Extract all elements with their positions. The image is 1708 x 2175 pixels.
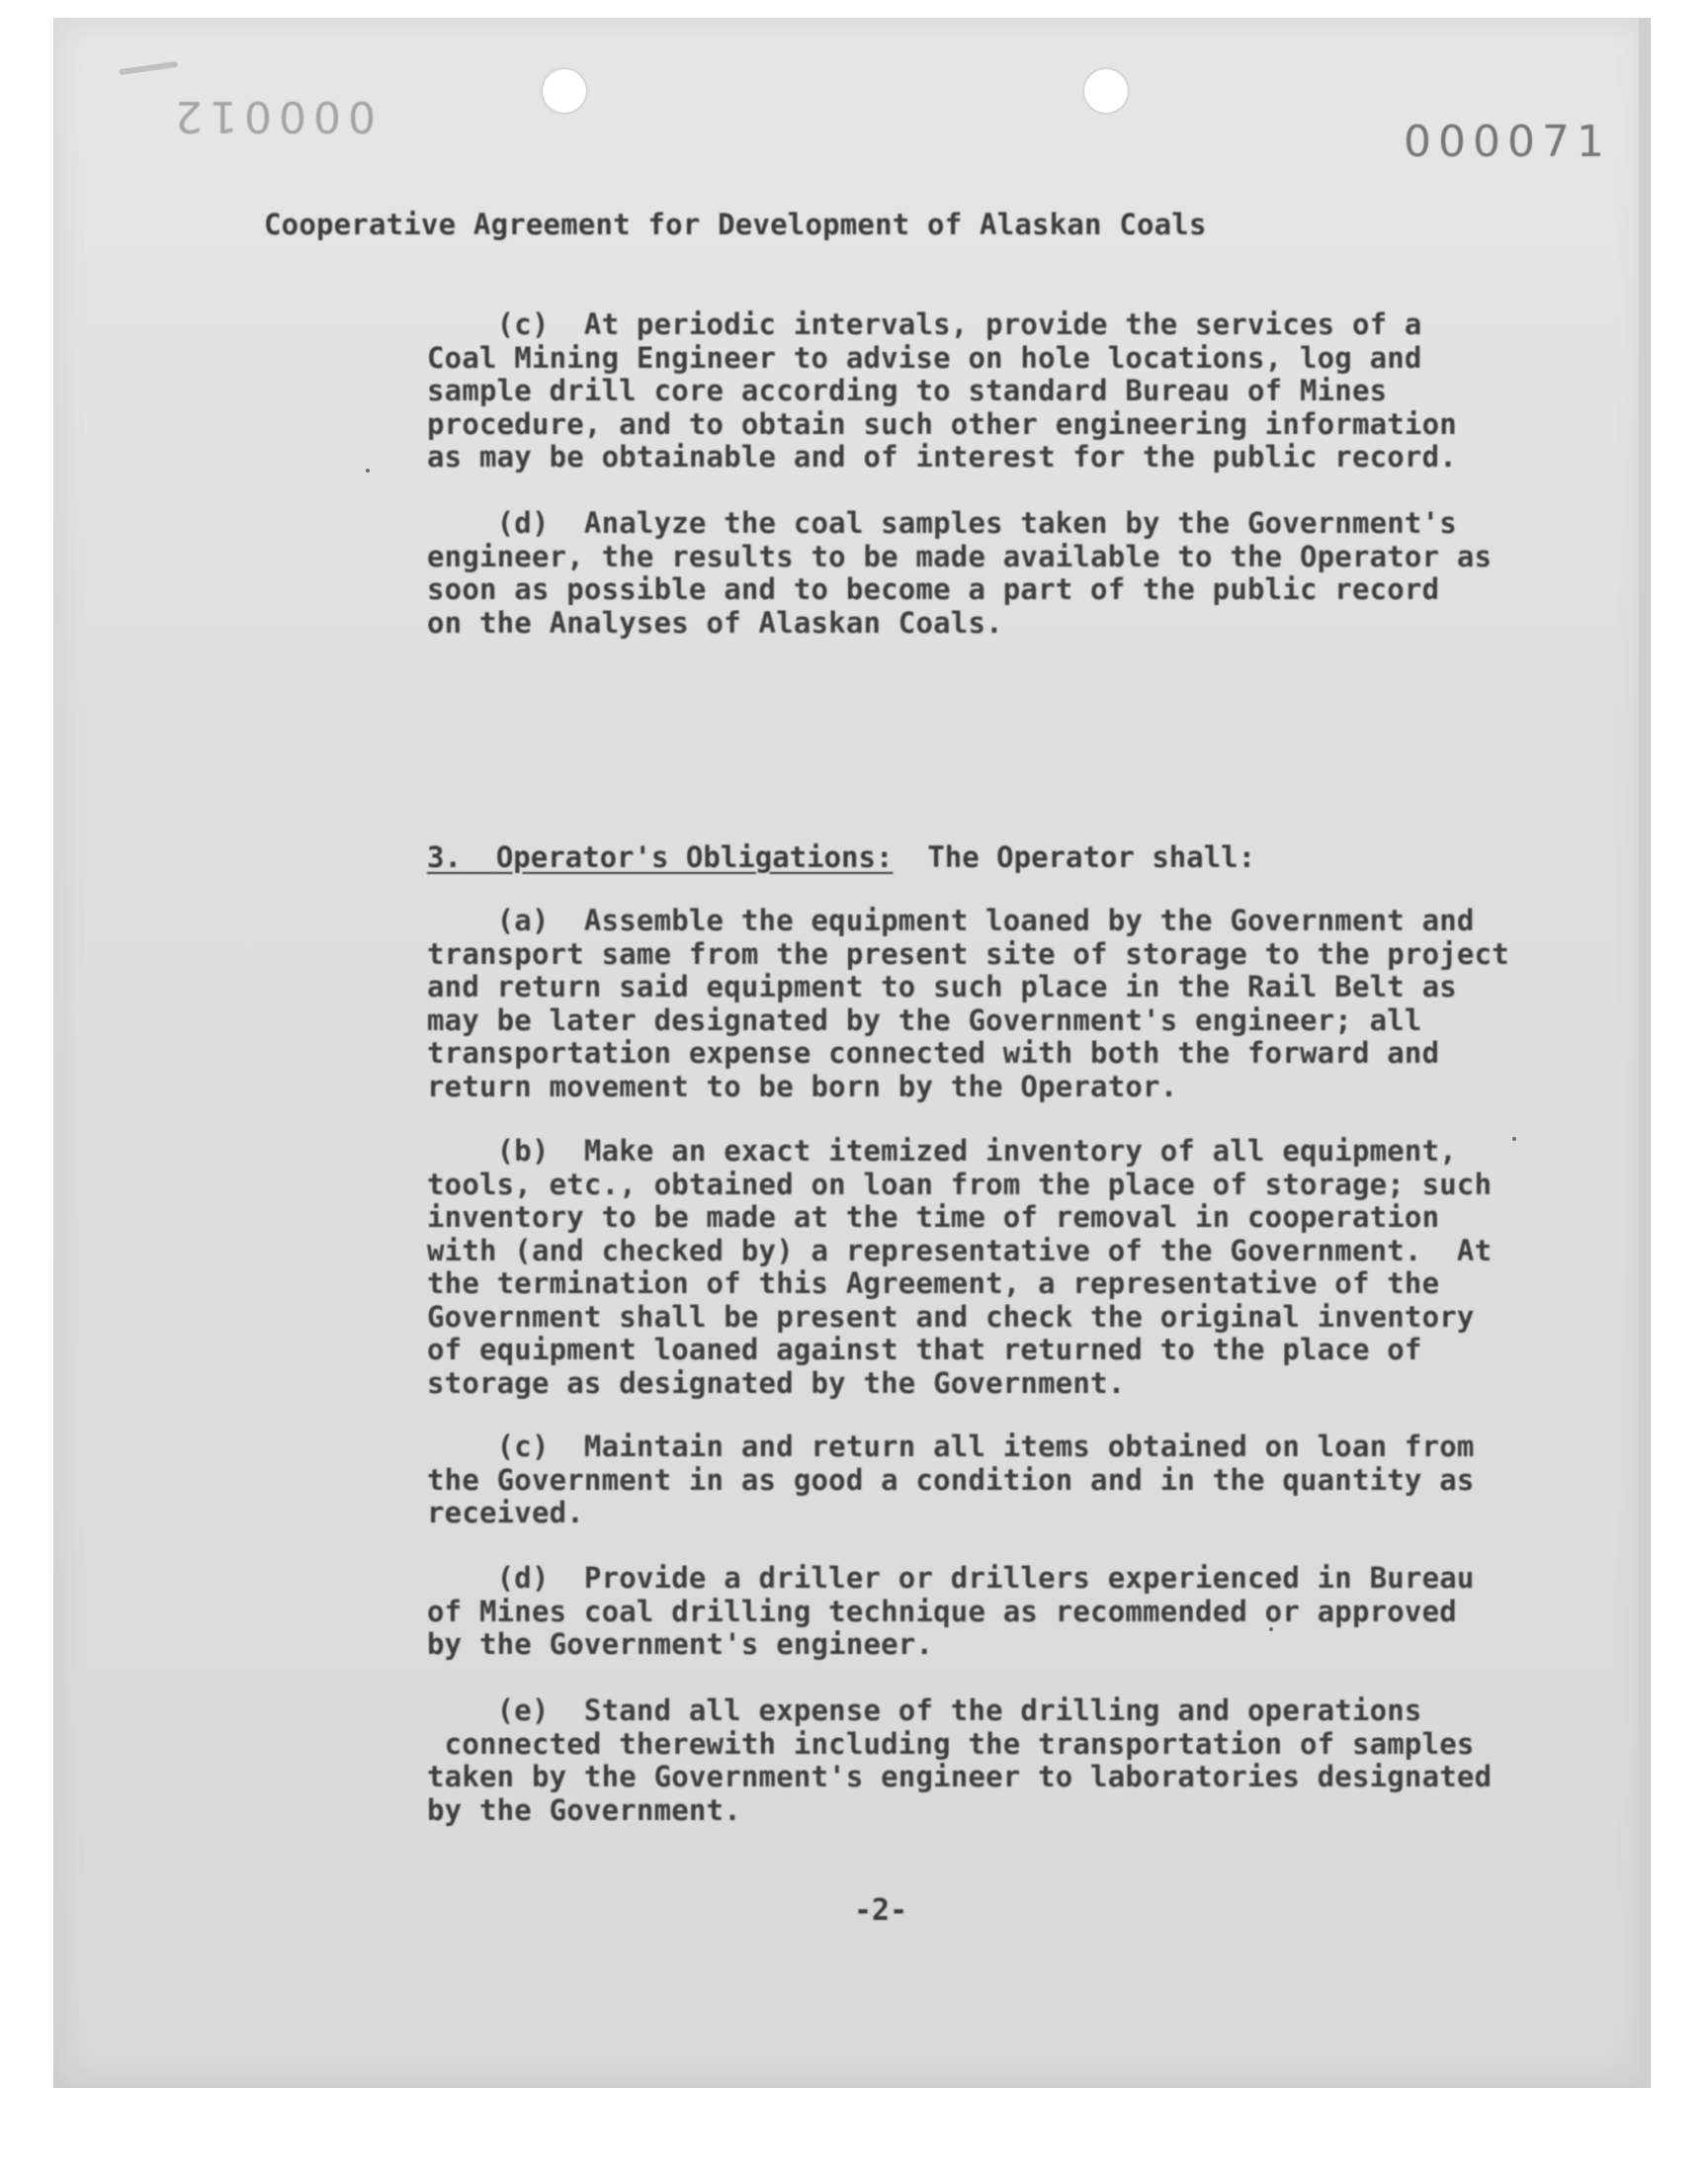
operator-paragraph-b (427, 1134, 1493, 1400)
section-title: Operator's Obligations: (495, 840, 894, 874)
line: (a) Assemble the equipment loaned by the Government and (427, 904, 1475, 937)
line: and return said equipment to such place in the Rail Belt as (427, 970, 1457, 1003)
line: Government shall be present and check the original inventory (427, 1299, 1475, 1334)
line: taken by the Government's engineer to laboratories designated (427, 1760, 1493, 1793)
line: (e) Stand all expense of the drilling and operations (427, 1694, 1422, 1727)
line: inventory to be made at the time of removal in cooperation (427, 1200, 1440, 1234)
line: of equipment loaned against that returned to the place of (427, 1333, 1422, 1366)
stamp-number-rotated: 000012 (168, 91, 376, 141)
line: (c) At periodic intervals, provide the services of a (427, 307, 1422, 341)
line: soon as possible and to become a part of the public record (427, 572, 1440, 606)
line: engineer, the results to be made available to the Operator as (427, 539, 1493, 573)
line: as may be obtainable and of interest for the public record. (427, 440, 1457, 474)
line: (d) Provide a driller or drillers experienced in Bureau (427, 1561, 1475, 1595)
paper-speck (1269, 1627, 1273, 1631)
line: with (and checked by) a representative of the Government. At (427, 1233, 1493, 1267)
section-title-underlined (427, 840, 893, 874)
line: on the Analyses of Alaskan Coals. (427, 605, 1003, 640)
page-number: -2- (854, 1893, 908, 1928)
line: (b) Make an exact itemized inventory of all equipment, (427, 1134, 1457, 1168)
line: connected therewith including the transportation of samples (427, 1726, 1475, 1761)
line: received. (427, 1496, 584, 1529)
section-3-heading (427, 840, 1255, 874)
line: tools, etc., obtained on loan from the place of storage; such (427, 1167, 1493, 1201)
line: by the Government's engineer. (427, 1627, 934, 1661)
line: of Mines coal drilling technique as recommended or approved (427, 1594, 1457, 1628)
document-heading: Cooperative Agreement for Development of Alaskan Coals (264, 208, 1207, 241)
page-edge-shadow (1639, 18, 1651, 2088)
operator-paragraph-a (427, 904, 1509, 1103)
line: transportation expense connected with both the forward and (427, 1036, 1440, 1070)
line: may be later designated by the Government's engineer; all (427, 1002, 1422, 1037)
line: by the Government. (427, 1792, 741, 1827)
line: transport same from the present site of storage to the project (427, 936, 1509, 971)
operator-paragraph-c (427, 1431, 1475, 1530)
paper-speck (366, 469, 370, 473)
line: the termination of this Agreement, a representative of the (427, 1266, 1440, 1300)
line: sample drill core according to standard Bureau of Mines (427, 374, 1388, 407)
operator-paragraph-d (427, 1562, 1475, 1662)
punch-hole-left (543, 69, 586, 113)
line: return movement to be born by the Operator. (427, 1069, 1178, 1103)
line: procedure, and to obtain such other engineering information (427, 406, 1457, 441)
government-paragraph-c (427, 308, 1475, 475)
government-paragraph-d (427, 506, 1493, 640)
line: the Government in as good a condition and in the quantity as (427, 1462, 1475, 1497)
operator-paragraph-e (427, 1694, 1493, 1827)
section-number: 3. (427, 840, 462, 874)
stamp-number-top-right: 000071 (1404, 117, 1611, 167)
line: (c) Maintain and return all items obtained on loan from (427, 1430, 1475, 1463)
line: (d) Analyze the coal samples taken by the Government's (427, 506, 1457, 540)
line: Coal Mining Engineer to advise on hole locations, log and (427, 340, 1422, 375)
paper-speck (1512, 1137, 1516, 1141)
section-intro: The Operator shall: (927, 840, 1256, 874)
punch-hole-right (1084, 69, 1128, 113)
line: storage as designated by the Government. (427, 1365, 1126, 1400)
